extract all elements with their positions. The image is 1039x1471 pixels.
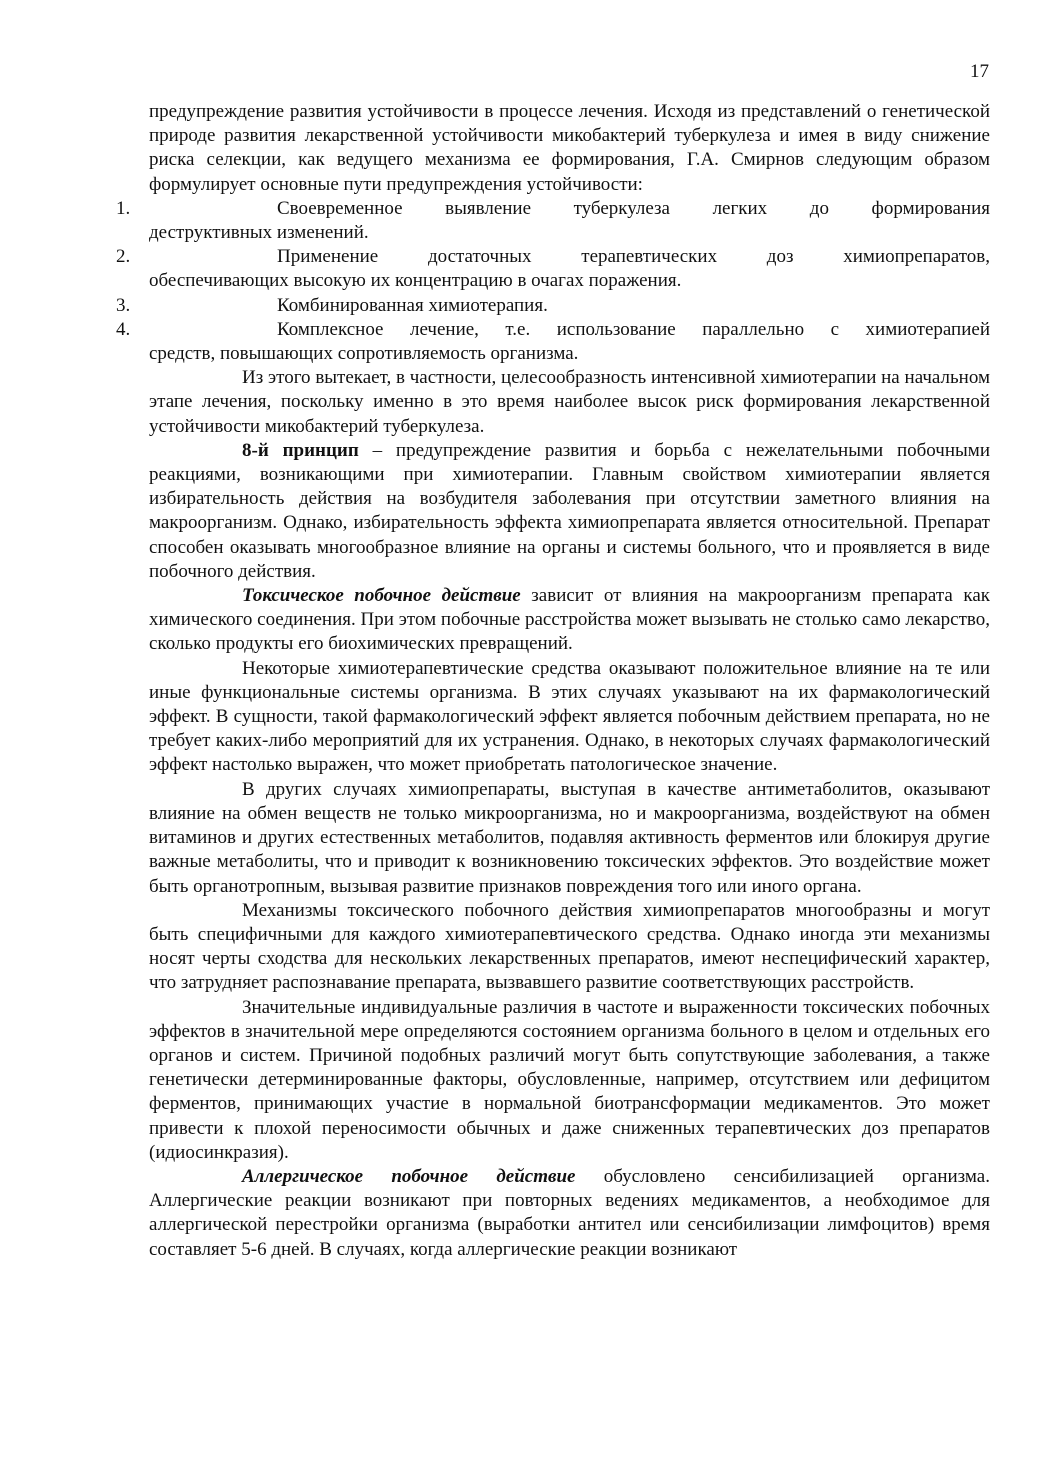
paragraph-intensive-therapy: Из этого вытекает, в частности, целесообразность интенсивной химиотерапии на начальном этапе лечения, поскольку именно в это время наиболее высок риск формирования лекарственной устойчивости микобактерий туберкулеза.	[149, 367, 990, 437]
list-item-first-line: Комбинированная химиотерапия.	[277, 294, 548, 316]
list-item	[116, 197, 990, 245]
paragraph-pharmacological-effect: Некоторые химиотерапевтические средства оказывают положительное влияние на те или иные функциональные системы организма. В этих случаях указывают на их фармакологический эффект. В сущности, такой фармакологический эффект является побочным действием препарата, но не требует каких-либо мероприятий для их устранения. Однако, в некоторых случаях фармакологический эффект настолько выражен, что может приобретать патологическое значение.	[149, 657, 990, 776]
paragraph-text: обусловлено сенсибилизацией организма. Аллергические реакции возникают при повторных ведениях медикаментов, а необходимое для аллергической перестройки организма (выработки антител или сенсибилизации лимфоцитов) время составляет 5-6 дней. В случаях, когда аллергические реакции возникают	[149, 1165, 990, 1260]
paragraph-individual-differences: Значительные индивидуальные различия в частоте и выраженности токсических побочных эффектов в значительной мере определяются состоянием организма больного в целом и отдельных его органов и систем. Причиной подобных различий могут быть сопутствующие заболевания, а также генетически детерминированные факторы, обусловленные, например, отсутствием или дефицитом ферментов, принимающих участие в нормальной биотрансформации медикаментов. Это может привести к плохой переносимости обычных и даже сниженных терапевтических доз препаратов (идиосинкразия).	[149, 996, 990, 1163]
list-item-number: 3.	[116, 294, 131, 316]
paragraph-text: зависит от влияния на макроорганизм препарата как химического соединения. При этом побочные расстройства может вызывать не столько само лекарство, сколько продукты его биохимических превращений.	[149, 585, 990, 655]
list-item-first-line: Своевременное выявление туберкулеза легких до формирования	[277, 197, 990, 219]
paragraph-allergic-effect	[149, 1165, 990, 1262]
term-allergic-effect: Аллергическое побочное действие	[242, 1165, 576, 1187]
list-item-number: 1.	[116, 197, 131, 219]
paragraph-text: – предупреждение развития и борьба с нежелательными побочными реакциями, возникающими при химиотерапии. Главным свойством химиотерапии является избирательность действия на возбудителя заболевания при отсутствии заметного влияния на макроорганизм. Однако, избирательность эффекта химиопрепарата является относительной. Препарат способен оказывать многообразное влияние на органы и системы больного, что и проявляется в виде побочного действия.	[149, 439, 990, 582]
list-item-first-line: Комплексное лечение, т.е. использование параллельно с химиотерапией	[277, 318, 990, 340]
prevention-list	[116, 197, 990, 366]
list-item-first-line: Применение достаточных терапевтических доз химиопрепаратов,	[277, 246, 990, 268]
paragraph-mechanisms: Механизмы токсического побочного действия химиопрепаратов многообразны и могут быть специфичными для каждого химиотерапевтического средства. Однако иногда эти механизмы носят черты сходства для нескольких лекарственных препаратов, имеют неспецифический характер, что затрудняет распознавание препарата, вызвавшего развитие соответствующих расстройств.	[149, 899, 990, 994]
list-item-continuation: обеспечивающих высокую их концентрацию в очагах поражения.	[149, 270, 682, 292]
paragraph-antimetabolites: В других случаях химиопрепараты, выступая в качестве антиметаболитов, оказывают влияние на обмен веществ не только микроорганизма, но и макроорганизма, воздействуют на обмен витаминов и других естественных метаболитов, подавляя активность ферментов или блокируя другие важные метаболиты, что и приводит к возникновению токсических эффектов. Это воздействие может быть органотропным, вызывая развитие признаков повреждения того или иного органа.	[149, 778, 990, 897]
list-item	[116, 318, 990, 366]
list-item-continuation: средств, повышающих сопротивляемость организма.	[149, 343, 579, 365]
paragraph-principle-8	[149, 439, 990, 584]
list-item-continuation: деструктивных изменений.	[149, 222, 369, 244]
page-body	[116, 100, 990, 1262]
paragraph-toxic-effect	[149, 584, 990, 657]
page-number: 17	[970, 61, 989, 82]
principle-heading: 8-й принцип	[242, 439, 359, 461]
intro-paragraph: предупреждение развития устойчивости в процессе лечения. Исходя из представлений о генетической природе развития лекарственной устойчивости микобактерий туберкулеза и имея в виду снижение риска селекции, как ведущего механизма ее формирования, Г.А. Смирнов следующим образом формулирует основные пути предупреждения устойчивости:	[149, 101, 990, 195]
list-item-number: 2.	[116, 246, 131, 268]
term-toxic-effect: Токсическое побочное действие	[242, 585, 521, 607]
list-item-number: 4.	[116, 318, 131, 340]
list-item	[116, 245, 990, 293]
list-item	[116, 294, 990, 318]
